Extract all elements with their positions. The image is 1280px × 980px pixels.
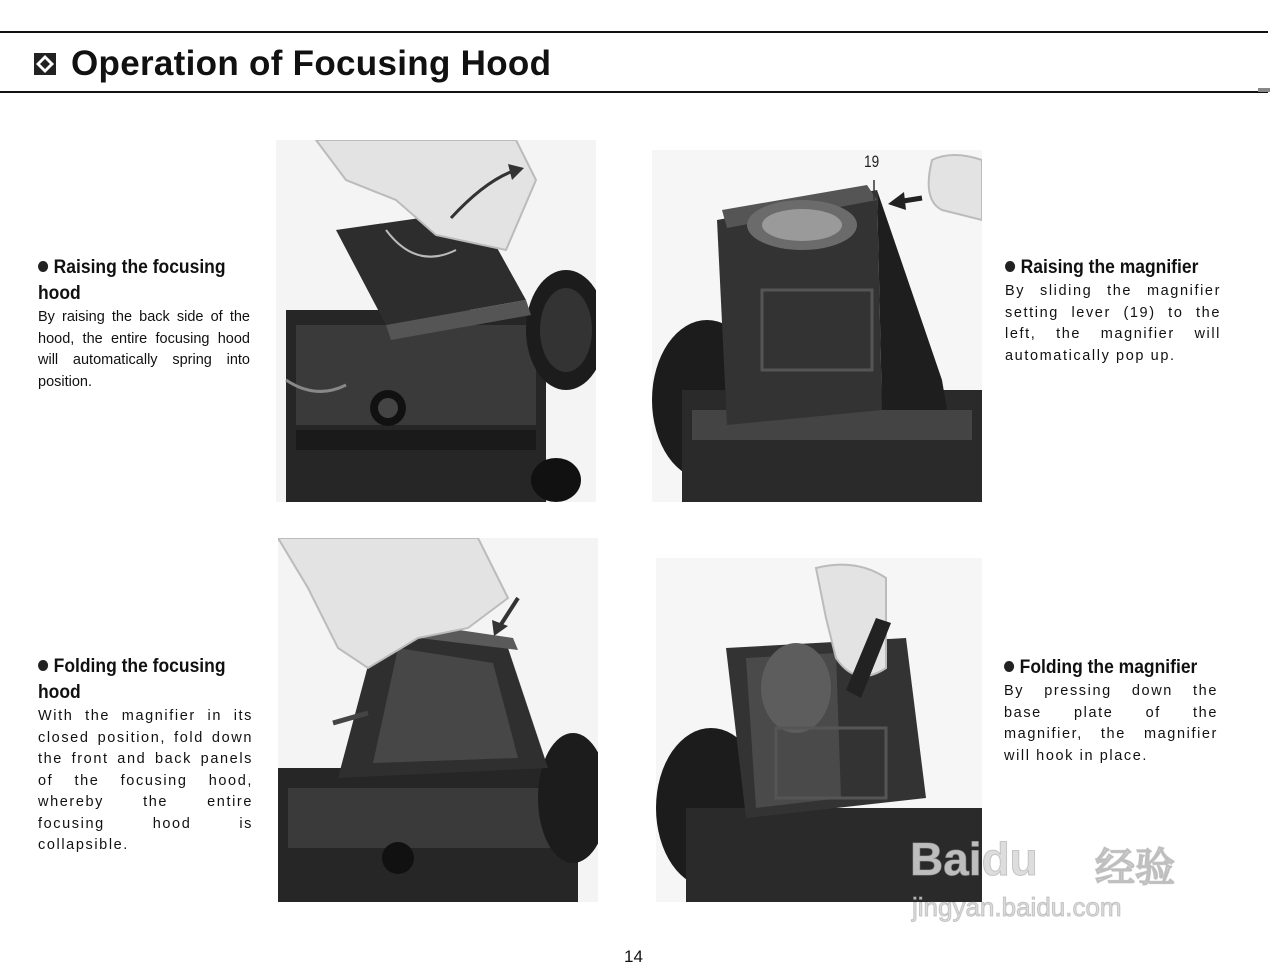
section-heading-text: Folding the magnifier	[1019, 657, 1198, 678]
watermark-url: jingyan.baidu.com	[912, 892, 1122, 922]
section-heading	[1005, 255, 1218, 281]
section-body: By raising the back side of the hood, the entire focusing hood will automatically spring into position.	[38, 309, 250, 390]
section-folding-magnifier	[1004, 655, 1218, 767]
section-raising-hood	[38, 255, 250, 393]
watermark-brand: Baidu	[910, 833, 1038, 885]
callout-label-19: 19	[864, 152, 880, 171]
bullet-dot-icon	[1004, 661, 1014, 672]
section-folding-hood	[38, 654, 253, 857]
photo-raising-hood	[276, 140, 596, 502]
section-heading	[38, 255, 251, 307]
bullet-dot-icon	[38, 660, 48, 671]
section-raising-magnifier	[1005, 255, 1221, 367]
section-heading-text: Folding the focusing hood	[38, 656, 226, 703]
section-body: By pressing down the base plate of the magnifier, the magnifier will hook in place.	[1004, 683, 1218, 764]
page-title: Operation of Focusing Hood	[71, 44, 552, 83]
header-bottom-rule	[0, 91, 1268, 93]
section-heading	[1004, 655, 1217, 681]
photo-folding-hood	[278, 538, 598, 902]
bullet-dot-icon	[1005, 261, 1015, 272]
bullet-dot-icon	[38, 261, 48, 272]
photo-raising-magnifier	[652, 150, 982, 502]
page-number: 14	[624, 947, 643, 966]
section-body: With the magnifier in its closed position, fold down the front and back panels of the focusing hood, whereby the entire focusing hood is collapsible.	[38, 708, 253, 853]
section-heading-text: Raising the magnifier	[1020, 257, 1199, 278]
section-heading-text: Raising the focusing hood	[38, 257, 226, 304]
header-top-rule	[0, 31, 1268, 33]
corner-mark	[1258, 88, 1270, 92]
section-body: By sliding the magnifier setting lever (19) to the left, the magnifier will automatically pop up.	[1005, 283, 1221, 364]
watermark-cn: 经验	[1095, 846, 1175, 890]
section-heading	[38, 654, 251, 706]
photo-folding-magnifier	[656, 558, 982, 902]
diamond-box-icon	[33, 52, 57, 76]
